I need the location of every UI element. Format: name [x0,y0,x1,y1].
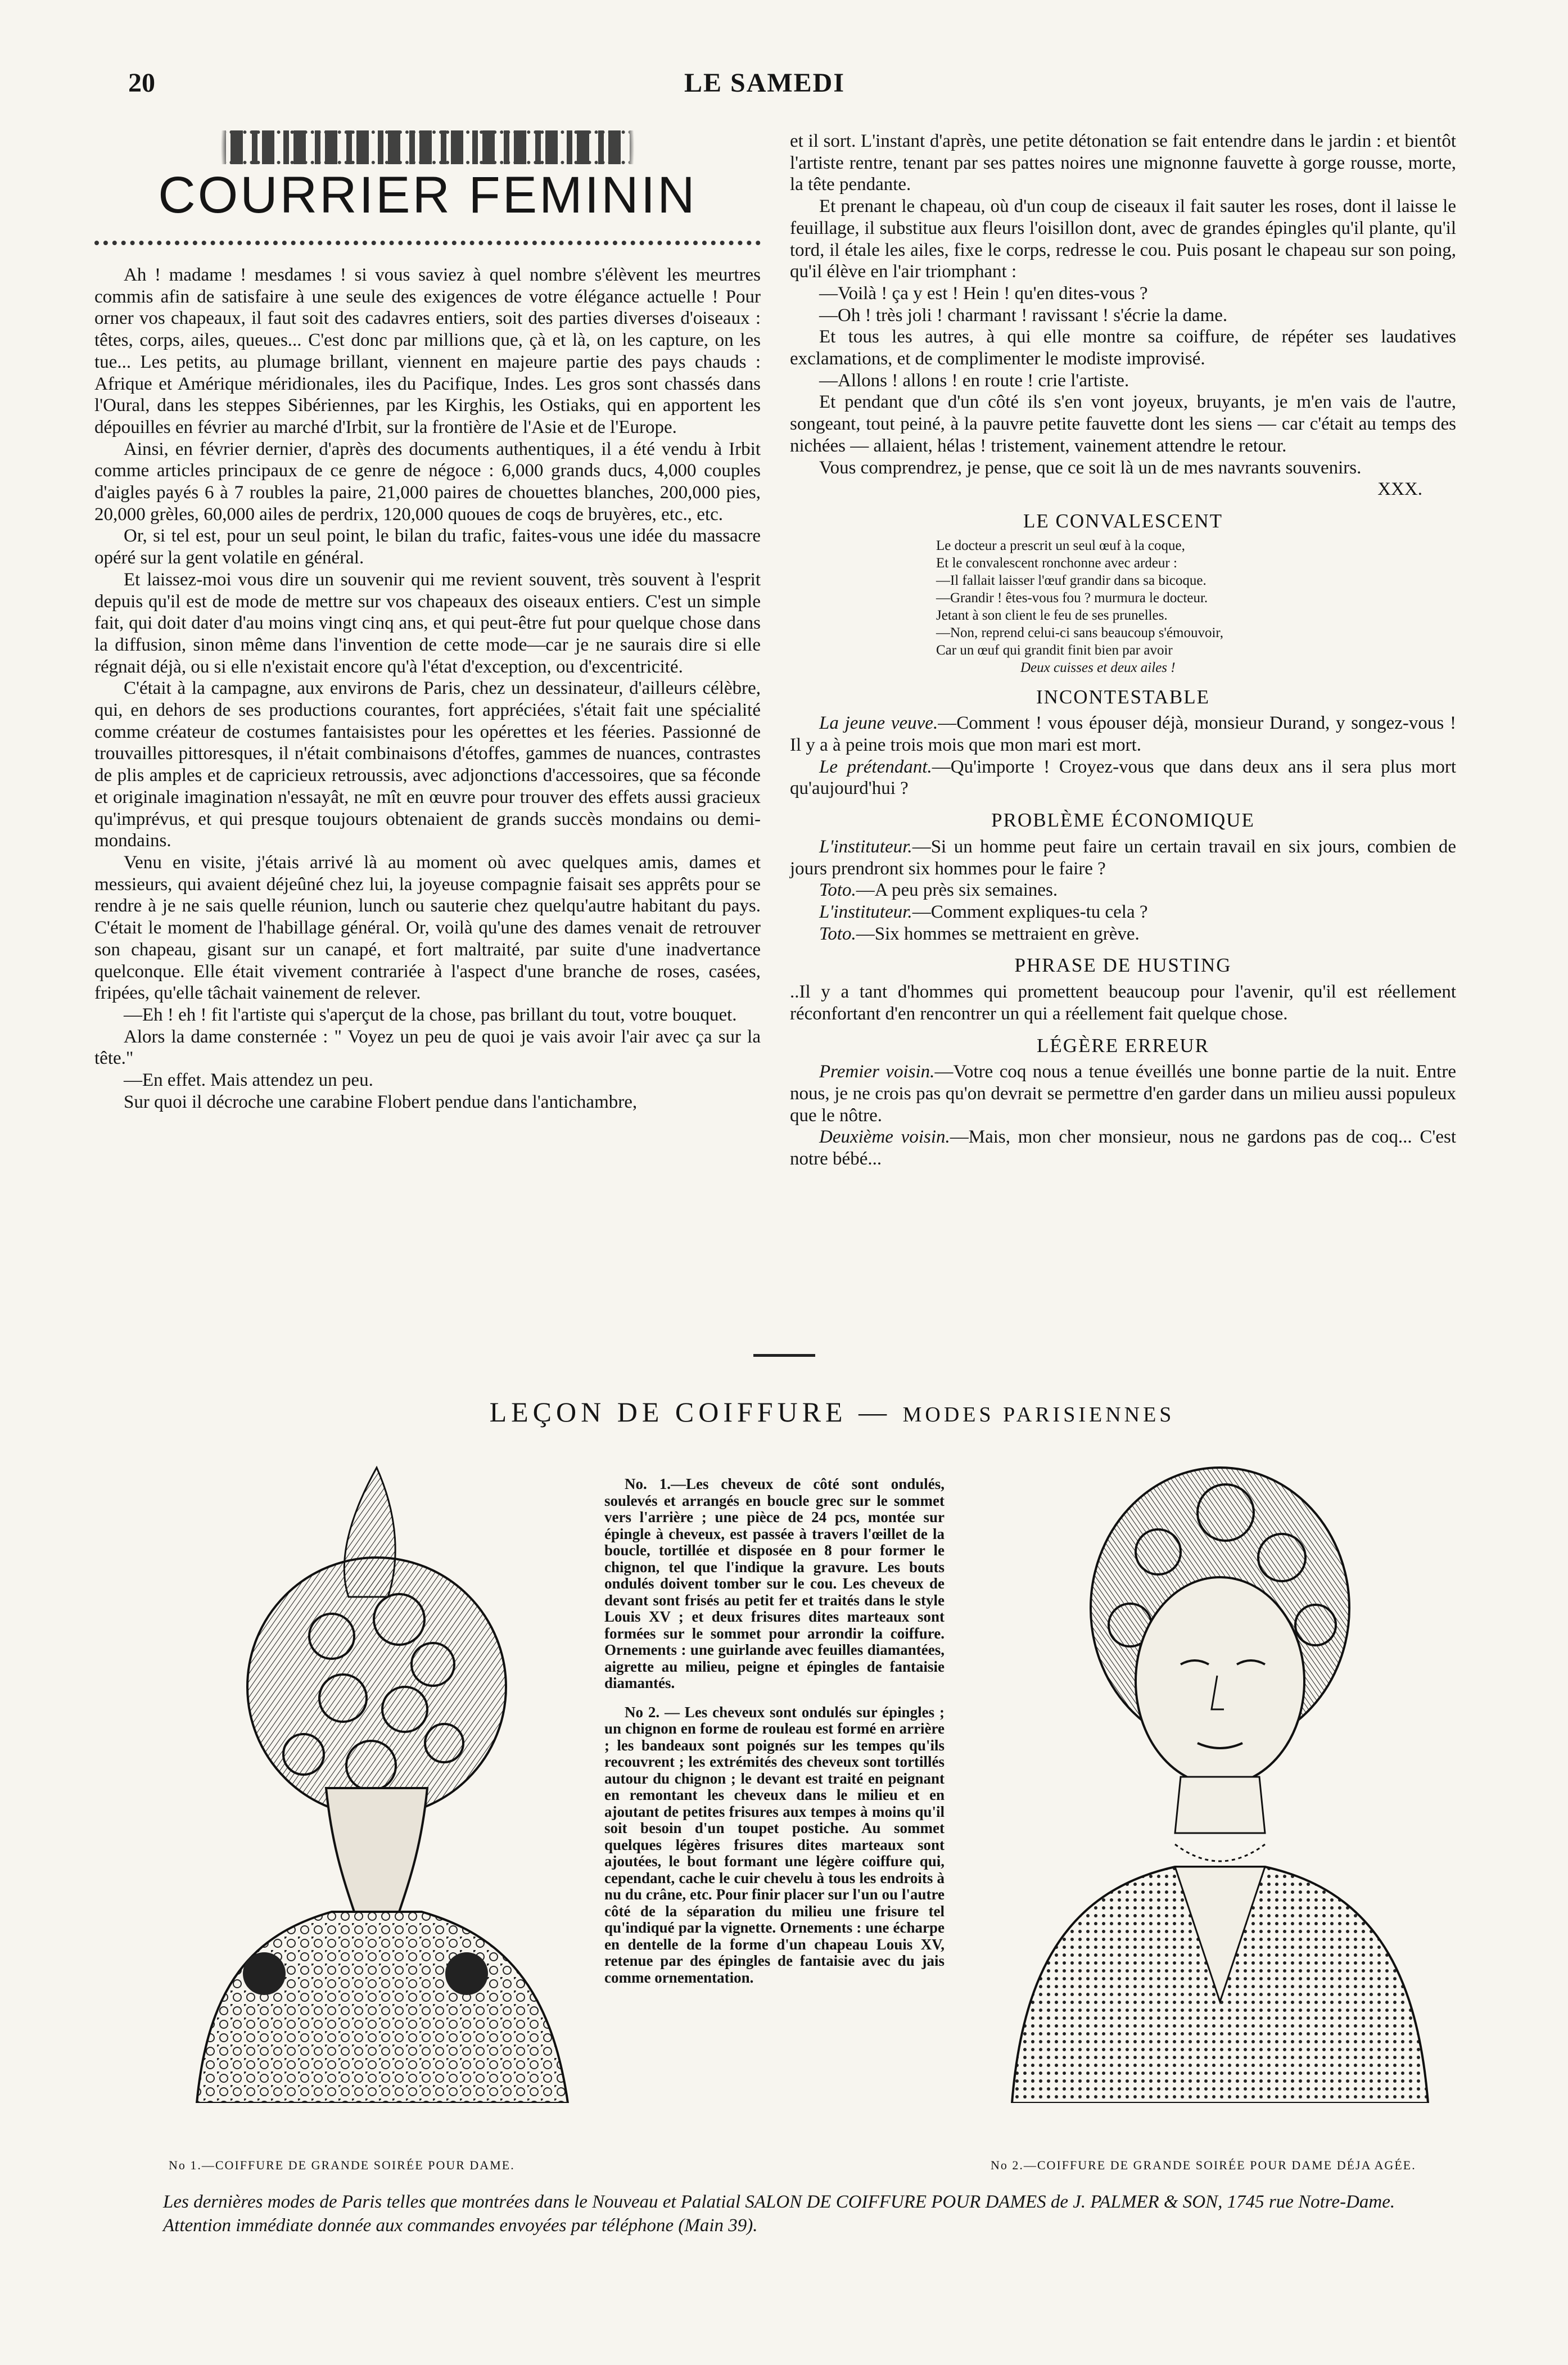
poem-line: —Non, reprend celui-ci sans beaucoup s'émouvoir, [936,625,1223,640]
paragraph: Vous comprendrez, je pense, que ce soit là un de mes navrants souvenirs. [819,457,1362,478]
paragraph: Ainsi, en février dernier, d'après des documents authentiques, il a été vendu à Irbit comme articles principaux de ce genre de négoce : 6,000 grands ducs, 4,000 couples d'aigles payés 6 à 7 roubles la paire, 21,000 paires de chouettes blanches, 200,000 pies, 20,000 grèles, 60,000 ailes de perdrix, 120,000 quoues de coqs de bruyères, etc., etc. [94,439,761,525]
line-text: —Qu'importe ! Croyez-vous que dans deux ans il sera plus mort qu'aujourd'hui ? [790,756,1456,799]
journal-title: LE SAMEDI [684,68,846,98]
hairstyle-descriptions [604,1476,945,1998]
section-separator [753,1354,815,1357]
poem-line: Deux cuisses et deux ailes ! [1020,660,1176,675]
lecon-title-sub: MODES PARISIENNES [902,1403,1175,1427]
section-title-hustings: PHRASE DE HUSTING [1014,954,1232,977]
paragraph: —Eh ! eh ! fit l'artiste qui s'aperçut de la chose, pas brillant du tout, votre bouquet. [124,1004,737,1025]
left-column [94,264,761,1113]
paragraph: —Oh ! très joli ! charmant ! ravissant ! s'écrie la dame. [819,305,1228,326]
dialogue-line [790,923,1456,945]
paragraph: Et prenant le chapeau, où d'un coup de ciseaux il fait sauter les roses, dont il laisse le feuillage, il substitue aux fleurs l'oisillon dont, avec de grandes épingles qu'il plante, qu'il tord, il étale les ailes, fixe le corps, redresse le cou. Puis posant le chapeau sur son poing, qu'il élève en l'air triomphant : [790,196,1456,282]
decorative-ornament-band [94,130,761,164]
description-no2: No 2. — Les cheveux sont ondulés sur épingles ; un chignon en forme de rouleau est formé en arrière ; les bandeaux sont poignés sur les tempes qu'ils recouvrent ; les extrémités des cheveux sont tortillés autour du chignon ; le devant est traité en peignant en remontant les cheveux dans le milieu et en ajoutant de petites frisures aux tempes à moins qu'il soit besoin d'un toupet postiche. Au sommet quelques légères frisures dites marteaux sont ajoutées, le bout formant une légère coiffure qui, cependant, cache le cuir chevelu à tous les endroits à nu du crâne, etc. Pour finir placer sur l'un ou l'autre côté de la séparation du milieu une frisure tel qu'indiqué par la vignette. Ornements : une écharpe en dentelle de la forme d'un chapeau Louis XV, retenue par des épingles de fantaisie avec du jais comme ornementation. [604,1703,945,1986]
paragraph: ..Il y a tant d'hommes qui promettent beaucoup pour l'avenir, qu'il est réellement réconfortant d'en rencontrer un qui a réellement fait quelque chose. [790,982,1456,1024]
section-title-incontestable: INCONTESTABLE [1036,685,1210,708]
dialogue-line [790,1126,1456,1170]
line-text: —A peu près six semaines. [856,880,1058,901]
hairstyle-back-engraving-icon [163,1451,590,2103]
speaker: Deuxième voisin. [819,1127,950,1148]
paragraph: —En effet. Mais attendez un peu. [124,1070,373,1091]
paragraph: Or, si tel est, pour un seul point, le bilan du trafic, faites-vous une idée du massacre opéré sur la gent volatile en général. [94,526,761,568]
dialogue-line [790,1061,1456,1126]
dotted-rule [94,241,761,251]
line-text: —Six hommes se mettraient en grève. [856,923,1140,944]
paragraph: Alors la dame consternée : " Voyez un peu de quoi je vais avoir l'air avec ça sur la tête." [94,1026,761,1069]
poem-line: —Grandir ! êtes-vous fou ? murmura le docteur. [936,590,1208,606]
woman-portrait-engraving-icon [989,1439,1450,2103]
signature: XXX. [1377,479,1422,500]
lecon-coiffure-title [394,1396,1271,1428]
dialogue-line [790,901,1456,923]
poem-line: —Il fallait laisser l'œuf grandir dans sa bicoque. [936,572,1206,588]
line-text: —Votre coq nous a tenue éveillés une bonne partie de la nuit. Entre nous, je ne crois pas qu'on devrait se permettre d'en garder dans un milieu aussi populeux que le nôtre. [790,1062,1456,1126]
dialogue-line [790,756,1456,800]
speaker: Toto. [819,923,856,944]
caption-figure-2: No 2.—COIFFURE DE GRANDE SOIRÉE POUR DAME DÉJA AGÉE. [991,2158,1416,2172]
speaker: Premier voisin. [819,1062,935,1082]
dialogue-line [790,836,1456,879]
paragraph: et il sort. L'instant d'après, une petite détonation se fait entendre dans le jardin : et bientôt l'artiste rentre, tenant par ses pattes noires une mignonne fauvette à gorge rousse, morte, la tête pendante. [790,131,1456,195]
line-text: —Si un homme peut faire un certain travail en six jours, combien de jours prendront six hommes pour le faire ? [790,836,1456,879]
paragraph: Sur quoi il décroche une carabine Flobert pendue dans l'antichambre, [124,1091,638,1112]
column-title: COURRIER FEMININ [158,166,697,224]
paragraph: Et tous les autres, à qui elle montre sa coiffure, de répéter ses laudatives exclamations, et de complimenter le modiste improvisé. [790,327,1456,369]
section-title-convalescent: LE CONVALESCENT [1023,509,1223,532]
poem [936,537,1456,676]
dialogue-line [790,712,1456,756]
speaker: L'instituteur. [819,836,912,857]
dialogue-line [790,879,1456,901]
paragraph: Venu en visite, j'étais arrivé là au moment où avec quelques amis, dames et messieurs, qui avaient déjeûné chez lui, la joyeuse compagnie faisait ses apprêts pour se rendre à je ne sais quelle réunion, lunch ou sauterie chez quelqu'autre habitant du pays. C'était le moment de l'habillage général. Or, voilà qu'une des dames venait de retrouver son chapeau, gisant sur un canapé, et fort maltraité, par suite d'une inadvertance quelconque. Elle était vivement contrariée à l'aspect d'une branche de roses, casées, fripées, qu'elle tâchait vainement de relever. [94,852,761,1004]
poem-line: Jetant à son client le feu de ses prunelles. [936,607,1168,623]
paragraph: Et laissez-moi vous dire un souvenir qui me revient souvent, très souvent à l'esprit depuis qu'il est de mode de mettre sur vos chapeaux des oiseaux entiers. C'est un simple fait, qui doit dater d'au moins vingt cinq ans, et qui peut-être fut pour quelque chose dans la diffusion, sinon même dans l'invention de cette mode—car je ne saurais dire si elle régnait déjà, ou si elle n'existait encore qu'à l'état d'exception, ou d'excentricité. [94,569,761,677]
speaker: Le prétendant. [819,756,932,777]
line-text: —Comment expliques-tu cela ? [912,901,1148,922]
paragraph: C'était à la campagne, aux environs de Paris, chez un dessinateur, d'ailleurs célèbre, qui, en dehors de ses productions courantes, fort appréciées, s'était fait une spécialité comme créateur de costumes fantaisistes pour les opérettes et les féeries. Passionné de trouvailles pittoresques, il n'était combinaisons d'étoffes, gammes de nuances, contrastes de plis amples et de capricieux retroussis, avec adjonctions d'accessoires, que sa féconde et originale imagination n'essayât, ne mît en œuvre pour trouver des effets aussi gracieux qu'imprévus, et qui presque toujours obtenaient de grands succès mondains ou demi-mondains. [94,678,761,851]
poem-line: Car un œuf qui grandit finit bien par avoir [936,642,1173,658]
line-text: —Comment ! vous épouser déjà, monsieur Durand, y songez-vous ! Il y a à peine trois mois que mon mari est mort. [790,713,1456,756]
paragraph: —Voilà ! ça y est ! Hein ! qu'en dites-vous ? [819,283,1148,304]
speaker: La jeune veuve. [819,713,938,734]
section-title-erreur: LÉGÈRE ERREUR [1037,1034,1209,1057]
speaker: Toto. [819,880,856,901]
footer-advertisement: Les dernières modes de Paris telles que montrées dans le Nouveau et Palatial SALON DE COIFFURE POUR DAMES de J. PALMER & SON, 1745 rue Notre-Dame. Attention immédiate donnée aux commandes envoyées par téléphone (Main 39). [163,2192,1395,2236]
page-number: 20 [128,68,155,98]
caption-figure-1: No 1.—COIFFURE DE GRANDE SOIRÉE POUR DAME. [169,2158,515,2172]
poem-line: Et le convalescent ronchonne avec ardeur : [936,555,1177,571]
right-column [790,130,1456,1170]
poem-line: Le docteur a prescrit un seul œuf à la coque, [936,538,1185,553]
lecon-title-main: LEÇON DE COIFFURE — [489,1396,903,1428]
paragraph: Ah ! madame ! mesdames ! si vous saviez à quel nombre s'élèvent les meurtres commis afin de satisfaire à une seule des exigences de votre élégance actuelle ! Pour orner vos chapeaux, il faut soit des cadavres entiers, soit des parties diverses d'oiseaux : têtes, corps, ailes, queues... C'est donc par millions que, çà et là, on les capture, on les tue... Les petits, au plumage brillant, viennent en majeure partie des pays chauds : Afrique et Amérique méridionales, iles du Pacifique, Indes. Les gros sont chassés dans l'Oural, dans les steppes Sibériennes, par les Kirghis, les Ostiaks, qui en apportent les dépouilles en février au marché d'Irbit, sur la frontière de l'Asie et de l'Europe. [94,265,761,437]
description-no1: No. 1.—Les cheveux de côté sont ondulés, soulevés et arrangés en boucle grec sur le sommet vers l'arrière ; une pièce de 24 pcs, montée sur épingle à cheveux, est passée à travers l'œillet de la boucle, tortillée et disposée en 8 pour former le chignon, tel que l'indique la gravure. Les bouts ondulés doivent tomber sur le cou. Les cheveux de devant sont frisés au petit fer et traités dans le style Louis XV ; et deux frisures dites marteaux sont formées sur le sommet pour arrondir la coiffure. Ornements : une guirlande avec feuilles diamantées, aigrette au milieu, peigne et épingles de fantaisie diamantés. [604,1475,945,1691]
section-title-probleme: PROBLÈME ÉCONOMIQUE [991,809,1255,832]
speaker: L'instituteur. [819,901,912,922]
paragraph: —Allons ! allons ! en route ! crie l'artiste. [819,370,1129,391]
line-text: —Mais, mon cher monsieur, nous ne gardons pas de coq... C'est notre bébé... [790,1127,1456,1170]
paragraph: Et pendant que d'un côté ils s'en vont joyeux, bruyants, je m'en vais de l'autre, songeant, tout peiné, à la pauvre petite fauvette dont les siens — car c'était au temps des nichées — allaient, hélas ! tristement, vainement attendre le retour. [790,392,1456,456]
